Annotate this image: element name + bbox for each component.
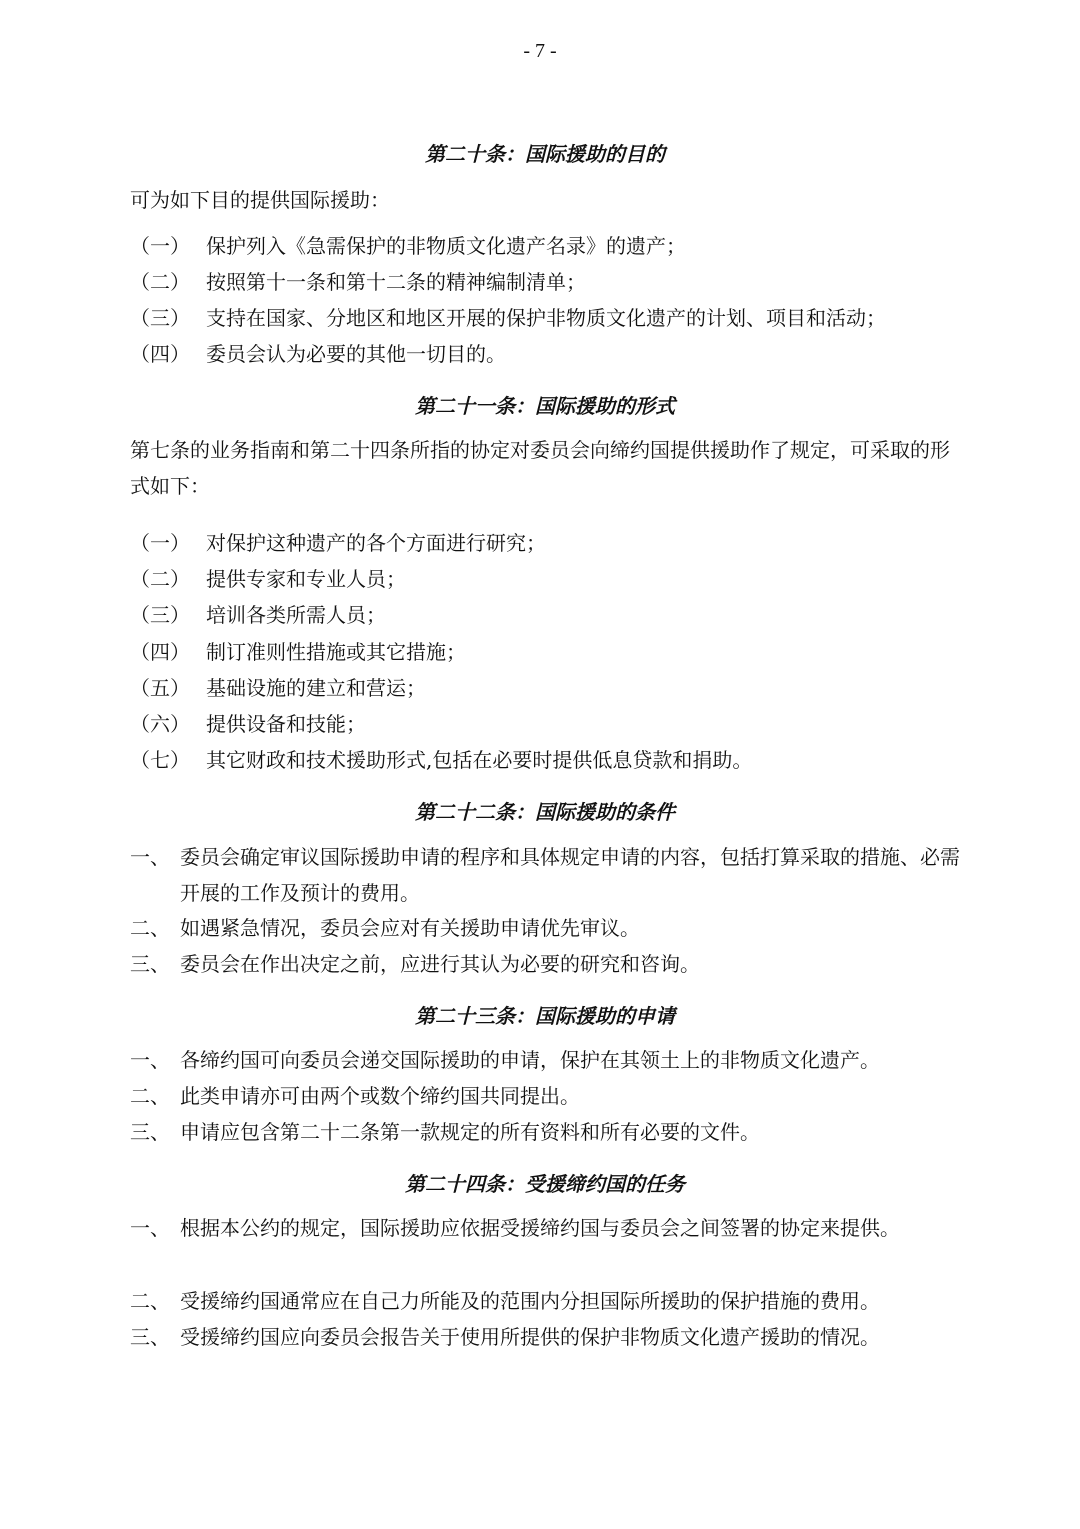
article23-title: 第二十三条：国际援助的申请: [415, 1004, 675, 1028]
item-label: 三、: [130, 1120, 170, 1144]
list-item: [130, 1114, 960, 1150]
item-label: 一、: [130, 1216, 170, 1240]
list-item: [130, 1078, 960, 1114]
item-label: （五）: [130, 676, 190, 700]
article20-intro: 可为如下目的提供国际援助：: [130, 188, 390, 212]
item-label: （一）: [130, 234, 190, 258]
article22-title: 第二十二条：国际援助的条件: [415, 800, 675, 824]
item-label: （二）: [130, 270, 190, 294]
item-text: 按照第十一条和第十二条的精神编制清单；: [206, 270, 586, 294]
item-text: 支持在国家、分地区和地区开展的保护非物质文化遗产的计划、项目和活动；: [206, 306, 886, 330]
item-text: 申请应包含第二十二条第一款规定的所有资料和所有必要的文件。: [180, 1120, 760, 1144]
list-item: [130, 1283, 960, 1319]
item-text: 保护列入《急需保护的非物质文化遗产名录》的遗产；: [206, 234, 686, 258]
item-text: 提供设备和技能；: [206, 712, 366, 736]
item-label: 三、: [130, 952, 170, 976]
item-label: （三）: [130, 306, 190, 330]
item-text: 委员会在作出决定之前，应进行其认为必要的研究和咨询。: [180, 952, 700, 976]
item-label: （三）: [130, 603, 190, 627]
item-label: （四）: [130, 640, 190, 664]
item-label: （一）: [130, 531, 190, 555]
item-label: 三、: [130, 1325, 170, 1349]
item-text: 委员会确定审议国际援助申请的程序和具体规定申请的内容，包括打算采取的措施、必需开展的工作及预计的费用。: [180, 845, 960, 905]
item-text: 培训各类所需人员；: [206, 603, 386, 627]
article20-title: 第二十条：国际援助的目的: [425, 142, 665, 166]
item-label: （六）: [130, 712, 190, 736]
list-item: [130, 910, 960, 946]
item-label: 二、: [130, 1084, 170, 1108]
item-text: 基础设施的建立和营运；: [206, 676, 426, 700]
item-label: （二）: [130, 567, 190, 591]
item-text: 提供专家和专业人员；: [206, 567, 406, 591]
item-label: 一、: [130, 1048, 170, 1072]
article21-intro: 第七条的业务指南和第二十四条所指的协定对委员会向缔约国提供援助作了规定，可采取的形式如下：: [130, 438, 950, 498]
item-label: 二、: [130, 1289, 170, 1313]
item-text: 受援缔约国应向委员会报告关于使用所提供的保护非物质文化遗产援助的情况。: [180, 1325, 880, 1349]
list-item: [130, 1042, 960, 1078]
list-item: [130, 839, 960, 911]
item-text: 受援缔约国通常应在自己力所能及的范围内分担国际所援助的保护措施的费用。: [180, 1289, 880, 1313]
item-text: 此类申请亦可由两个或数个缔约国共同提出。: [180, 1084, 580, 1108]
item-text: 各缔约国可向委员会递交国际援助的申请，保护在其领土上的非物质文化遗产。: [180, 1048, 880, 1072]
item-label: （七）: [130, 748, 190, 772]
item-label: 一、: [130, 845, 170, 869]
item-text: 其它财政和技术援助形式,包括在必要时提供低息贷款和捐助。: [206, 748, 753, 772]
item-text: 制订准则性措施或其它措施；: [206, 640, 466, 664]
list-item: [130, 1319, 960, 1355]
item-text: 委员会认为必要的其他一切目的。: [206, 342, 506, 366]
article21-title: 第二十一条：国际援助的形式: [415, 394, 675, 418]
item-label: （四）: [130, 342, 190, 366]
page-number: - 7 -: [523, 40, 557, 62]
item-text: 根据本公约的规定，国际援助应依据受援缔约国与委员会之间签署的协定来提供。: [180, 1216, 900, 1240]
item-text: 如遇紧急情况，委员会应对有关援助申请优先审议。: [180, 916, 640, 940]
item-label: 二、: [130, 916, 170, 940]
article24-title: 第二十四条：受援缔约国的任务: [405, 1172, 685, 1196]
list-item: [130, 1210, 960, 1246]
list-item: [130, 946, 960, 982]
item-text: 对保护这种遗产的各个方面进行研究；: [206, 531, 546, 555]
